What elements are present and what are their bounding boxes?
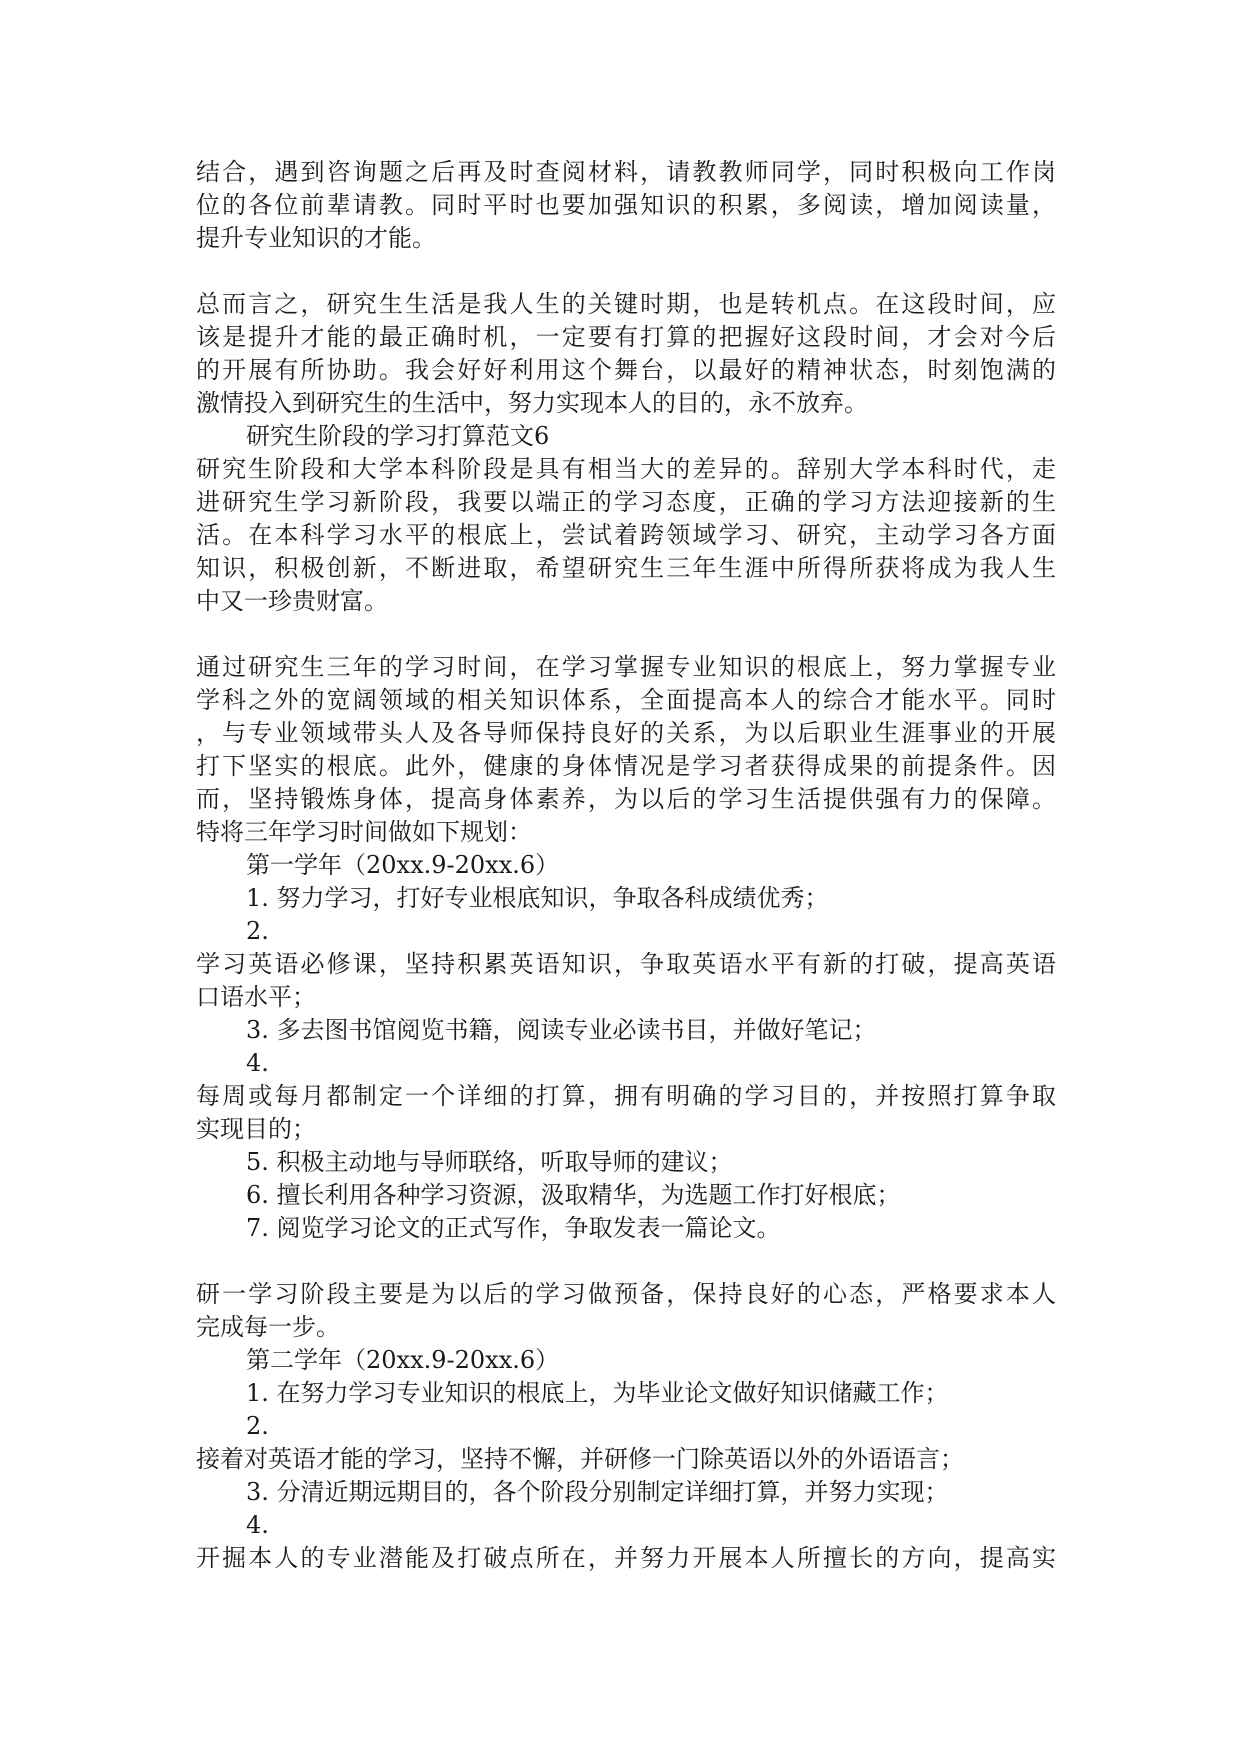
list-item: 3. 分清近期远期目的，各个阶段分别制定详细打算，并努力实现；: [246, 1478, 949, 1506]
paragraph-line: 通过研究生三年的学习时间，在学习掌握专业知识的根底上，努力掌握专业: [196, 653, 1056, 681]
section-heading: 研究生阶段的学习打算范文6: [246, 422, 550, 450]
list-item-text: 开掘本人的专业潜能及打破点所在，并努力开展本人所擅长的方向，提高实: [196, 1544, 1056, 1572]
list-item-text: 接着对英语才能的学习，坚持不懈，并研修一门除英语以外的外语语言；: [196, 1445, 964, 1473]
paragraph-line: 提升专业知识的才能。: [196, 224, 436, 252]
list-item: 3. 多去图书馆阅览书籍，阅读专业必读书目，并做好笔记；: [246, 1016, 877, 1044]
list-item: 1. 在努力学习专业知识的根底上，为毕业论文做好知识储藏工作；: [246, 1379, 949, 1407]
paragraph-gap: [196, 618, 1056, 651]
list-item-number: 4.: [246, 1049, 269, 1077]
paragraph-line: 而，坚持锻炼身体，提高身体素养，为以后的学习生活提供强有力的保障。: [196, 785, 1056, 813]
paragraph-gap: [196, 1245, 1056, 1278]
paragraph-line: 的开展有所协助。我会好好利用这个舞台，以最好的精神状态，时刻饱满的: [196, 356, 1056, 384]
list-item: 5. 积极主动地与导师联络，听取导师的建议；: [246, 1148, 733, 1176]
paragraph-line: 知识，积极创新，不断进取，希望研究生三年生涯中所得所获将成为我人生: [196, 554, 1056, 582]
list-item-text: 实现目的；: [196, 1115, 316, 1143]
paragraph-line: 研一学习阶段主要是为以后的学习做预备，保持良好的心态，严格要求本人: [196, 1280, 1056, 1308]
list-item-number: 2.: [246, 917, 269, 945]
paragraph-line: 特将三年学习时间做如下规划：: [196, 818, 532, 846]
document-page: [196, 156, 1056, 1575]
paragraph-line: 位的各位前辈请教。同时平时也要加强知识的积累，多阅读，增加阅读量，: [196, 191, 1056, 219]
paragraph-line: 结合，遇到咨询题之后再及时查阅材料，请教教师同学，同时积极向工作岗: [196, 158, 1056, 186]
paragraph-line: 该是提升才能的最正确时机，一定要有打算的把握好这段时间，才会对今后: [196, 323, 1056, 351]
list-item-number: 4.: [246, 1511, 269, 1539]
list-item: 7. 阅览学习论文的正式写作，争取发表一篇论文。: [246, 1214, 781, 1242]
paragraph-line: 总而言之，研究生生活是我人生的关键时期，也是转机点。在这段时间，应: [196, 290, 1056, 318]
paragraph-line: 活。在本科学习水平的根底上，尝试着跨领域学习、研究，主动学习各方面: [196, 521, 1056, 549]
paragraph-line: 打下坚实的根底。此外，健康的身体情况是学习者获得成果的前提条件。因: [196, 752, 1056, 780]
paragraph-line: 研究生阶段和大学本科阶段是具有相当大的差异的。辞别大学本科时代，走: [196, 455, 1056, 483]
list-item-number: 2.: [246, 1412, 269, 1440]
year-one-heading: 第一学年（20xx.9-20xx.6）: [246, 851, 560, 879]
list-item: 1. 努力学习，打好专业根底知识，争取各科成绩优秀；: [246, 884, 829, 912]
paragraph-gap: [196, 255, 1056, 288]
list-item: 6. 擅长利用各种学习资源，汲取精华，为选题工作打好根底；: [246, 1181, 901, 1209]
paragraph-line: ，与专业领域带头人及各导师保持良好的关系，为以后职业生涯事业的开展: [196, 719, 1056, 747]
list-item-text: 口语水平；: [196, 983, 316, 1011]
paragraph-line: 中又一珍贵财富。: [196, 587, 388, 615]
paragraph-line: 完成每一步。: [196, 1313, 340, 1341]
year-two-heading: 第二学年（20xx.9-20xx.6）: [246, 1346, 560, 1374]
paragraph-line: 激情投入到研究生的生活中，努力实现本人的目的，永不放弃。: [196, 389, 868, 417]
list-item-text: 每周或每月都制定一个详细的打算，拥有明确的学习目的，并按照打算争取: [196, 1082, 1056, 1110]
paragraph-line: 学科之外的宽阔领域的相关知识体系，全面提高本人的综合才能水平。同时: [196, 686, 1056, 714]
paragraph-line: 进研究生学习新阶段，我要以端正的学习态度，正确的学习方法迎接新的生: [196, 488, 1056, 516]
list-item-text: 学习英语必修课，坚持积累英语知识，争取英语水平有新的打破，提高英语: [196, 950, 1056, 978]
